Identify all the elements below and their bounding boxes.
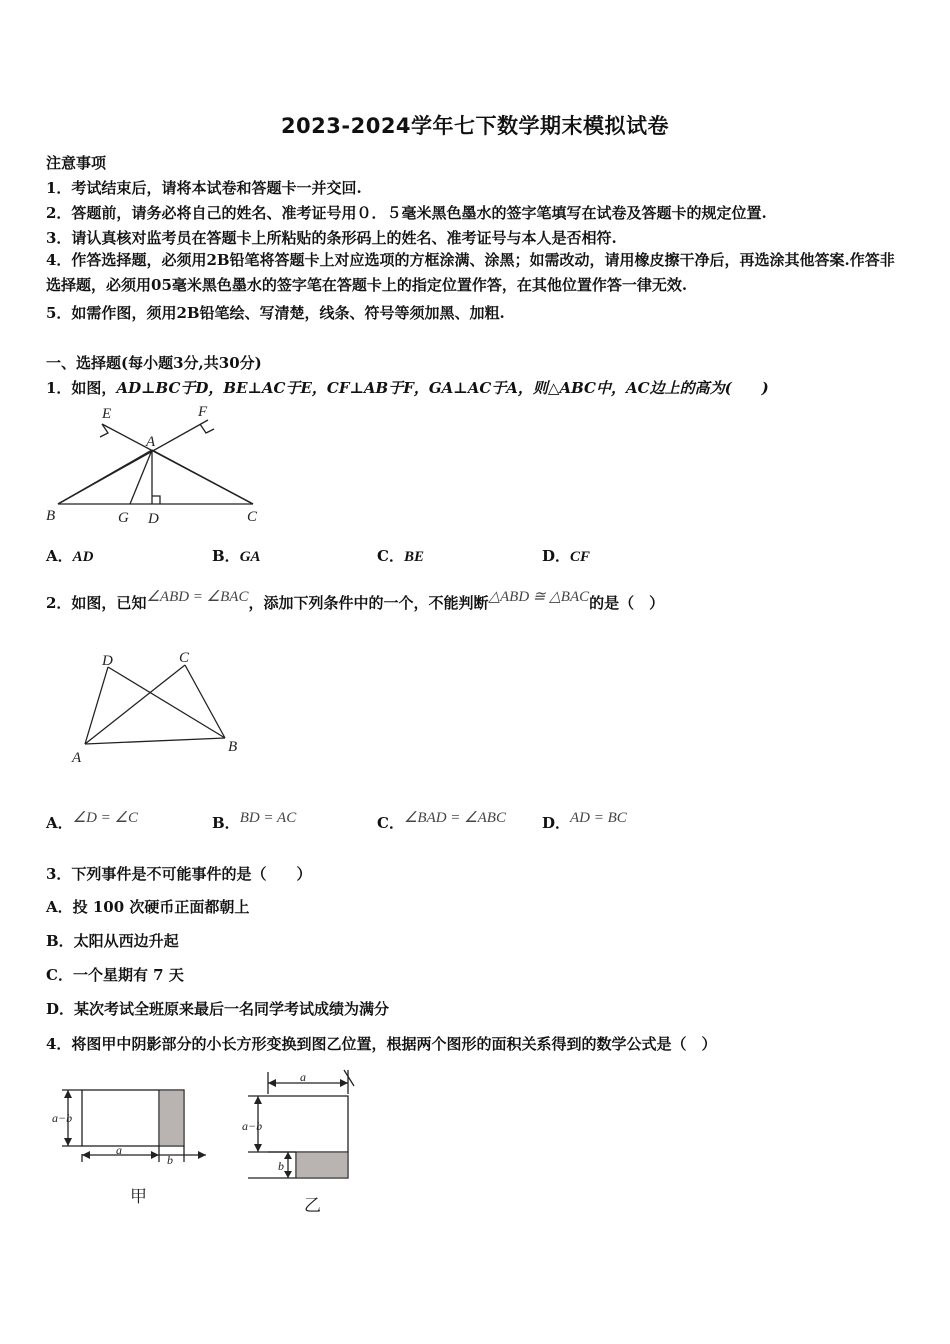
q4-yi-arrow-b-up [284, 1152, 292, 1159]
q1-label-g: G [118, 510, 129, 526]
q4-jia-arrow-down [64, 1138, 72, 1146]
q1-label-b: B [46, 508, 56, 524]
q1-option-b[interactable] [212, 545, 261, 566]
q1-option-a[interactable] [46, 545, 93, 566]
q1-option-c-letter: C． [377, 547, 404, 565]
q2-option-b-letter: B． [212, 814, 240, 832]
q2-option-b[interactable] [212, 812, 296, 833]
q3-option-a[interactable]: A．投 100 次硬币正面都朝上 [46, 898, 250, 916]
q2-option-d-text: AD = BC [570, 810, 627, 826]
q4-yi-arrow-right [340, 1079, 348, 1087]
q1-option-c[interactable] [377, 545, 424, 566]
q4-yi-shaded-rect [297, 1153, 348, 1178]
q4-jia-caption: 甲 [130, 1187, 147, 1207]
q4-yi-label-a: a [300, 1070, 306, 1084]
q2-edge-da [85, 667, 108, 744]
q1-label-a: A [146, 434, 156, 450]
q1-option-d-text: CF [570, 549, 591, 565]
q1-stem-math: AD⊥BC于D，BE⊥AC于E，CF⊥AB于F，GA⊥AC于A，则△ABC中，AC边上的高为( ) [116, 379, 769, 397]
q2-option-b-text: BD = AC [239, 810, 297, 826]
q1-label-d: D [148, 511, 159, 527]
notice-item-2: 2．答题前，请务必将自己的姓名、准考证号用０．５毫米黑色墨水的签字笔填写在试卷及答题卡的规定位置. [46, 204, 767, 222]
q2-option-c-letter: C． [377, 814, 404, 832]
q4-jia-label-b: b [167, 1153, 173, 1167]
q2-stem-math1: ∠ABD = ∠BAC [146, 589, 249, 605]
q2-stem-math2: △ABD ≅ △BAC [488, 589, 590, 605]
q1-figure [40, 402, 270, 532]
q1-label-c: C [247, 509, 258, 525]
q2-edge-ab [85, 738, 225, 744]
q4-jia-shaded-rect [160, 1091, 184, 1146]
q1-option-d-letter: D． [542, 547, 571, 565]
q2-label-b: B [228, 739, 238, 755]
q1-option-c-text: BE [403, 549, 424, 565]
q2-stem-c: 的是（ ） [589, 594, 665, 612]
q4-yi-arrow-left [268, 1079, 276, 1087]
q4-jia-arrow-right-b [198, 1151, 206, 1159]
q2-option-a-letter: A． [46, 814, 73, 832]
q2-option-c[interactable] [377, 812, 506, 833]
q4-jia-label-amb: a−b [52, 1111, 73, 1125]
q4-figure-yi [240, 1068, 365, 1216]
q1-right-angle-d [152, 496, 160, 504]
q4-yi-arrow-up [254, 1096, 262, 1104]
q1-line-bf [58, 420, 208, 504]
q3-stem: 3．下列事件是不可能事件的是（ ） [46, 865, 312, 883]
q2-stem [46, 589, 665, 613]
q4-yi-arrow-down [254, 1144, 262, 1152]
notice-item-3: 3．请认真核对监考员在答题卡上所粘贴的条形码上的姓名、准考证号与本人是否相符. [46, 229, 617, 247]
q2-option-a[interactable] [46, 812, 138, 833]
q2-option-d[interactable] [542, 812, 627, 833]
notice-item-1: 1．考试结束后，请将本试卷和答题卡一并交回. [46, 179, 362, 197]
q1-right-angle-f [200, 424, 214, 433]
q1-option-a-text: AD [72, 549, 94, 565]
q1-option-d[interactable] [542, 545, 590, 566]
q1-line-ce [102, 424, 253, 504]
q1-option-b-text: GA [239, 549, 261, 565]
q2-stem-b: ，添加下列条件中的一个，不能判断 [248, 594, 489, 612]
q3-option-c[interactable]: C．一个星期有 7 天 [46, 966, 184, 984]
notice-item-4: 4．作答选择题，必须用2B铅笔将答题卡上对应选项的方框涂满、涂黑；如需改动，请用橡皮擦干净后，再选涂其他答案.作答非选择题，必须用05毫米黑色墨水的签字笔在答题卡上的指定位置作答，在其他位置作答一律无效. [46, 251, 895, 294]
q2-label-c: C [179, 650, 190, 666]
q2-option-a-text: ∠D = ∠C [72, 810, 138, 826]
q2-figure [60, 645, 260, 770]
q1-label-e: E [102, 406, 112, 422]
q2-edge-cb [185, 665, 225, 738]
q4-stem: 4．将图甲中阴影部分的小长方形变换到图乙位置，根据两个图形的面积关系得到的数学公式是（ ） [46, 1035, 717, 1053]
q2-option-c-text: ∠BAD = ∠ABC [403, 810, 506, 826]
q4-yi-arrow-b-down [284, 1171, 292, 1178]
page-title: 2023-2024学年七下数学期末模拟试卷 [280, 114, 670, 138]
notice-item-5: 5．如需作图，须用2B铅笔绘、写清楚，线条、符号等须加黑、加粗. [46, 304, 505, 322]
q1-stem [46, 377, 769, 398]
notice-heading: 注意事项 [46, 154, 107, 172]
q3-option-d[interactable]: D．某次考试全班原来最后一名同学考试成绩为满分 [46, 1000, 390, 1018]
q3-option-b[interactable]: B．太阳从西边升起 [46, 932, 179, 950]
q2-edge-db [108, 667, 225, 738]
section-heading: 一、选择题(每小题3分,共30分) [46, 354, 262, 372]
q4-jia-arrow-right [151, 1151, 159, 1159]
q1-stem-prefix: 1．如图， [46, 379, 117, 397]
q1-option-b-letter: B． [212, 547, 240, 565]
q4-jia-arrow-up [64, 1090, 72, 1098]
q4-jia-label-a: a [116, 1143, 122, 1157]
q2-option-d-letter: D． [542, 814, 571, 832]
q4-yi-label-amb: a−b [242, 1119, 263, 1133]
q1-label-f: F [198, 404, 208, 420]
q4-figure-jia [48, 1082, 218, 1212]
q4-jia-arrow-left [82, 1151, 90, 1159]
q1-option-a-letter: A． [46, 547, 73, 565]
q2-label-a: A [72, 750, 82, 766]
q4-yi-label-b: b [278, 1159, 284, 1173]
q4-yi-caption: 乙 [304, 1196, 321, 1216]
q2-label-d: D [102, 653, 113, 669]
q2-stem-a: 2．如图，已知 [46, 594, 147, 612]
